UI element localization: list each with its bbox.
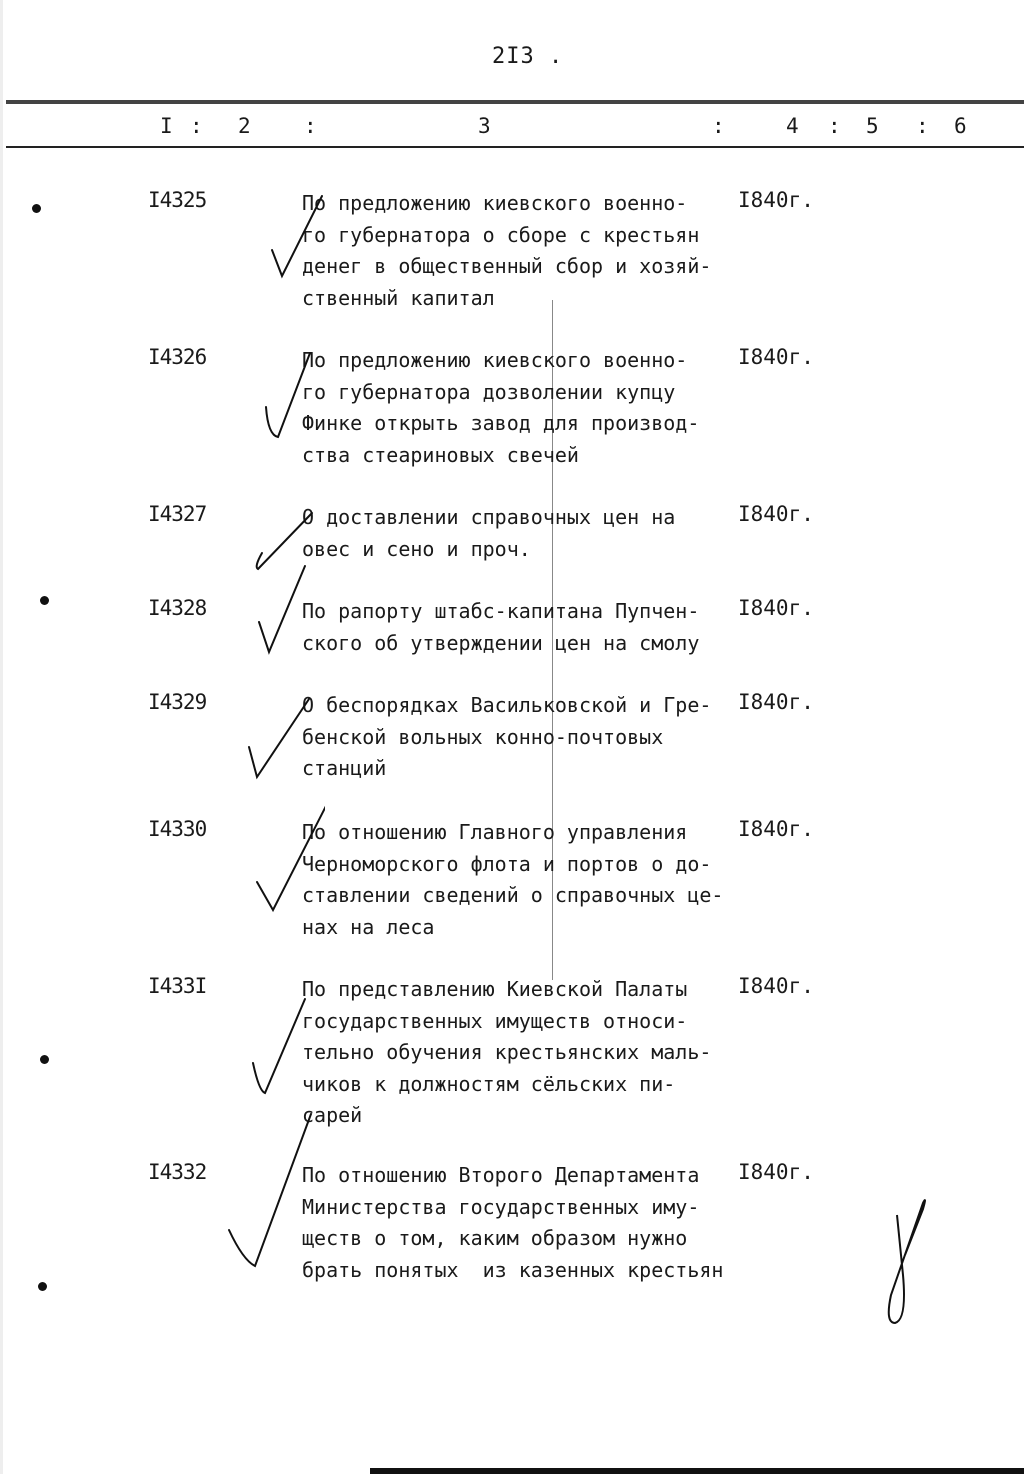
entry-year: I840г.	[738, 596, 814, 620]
entry-year: I840г.	[738, 188, 814, 212]
entry-description	[302, 974, 762, 1132]
desc-line: нах на леса	[302, 914, 435, 939]
column-header: :	[304, 114, 317, 138]
entry-description	[302, 1160, 762, 1286]
entry-year: I840г.	[738, 345, 814, 369]
entry-number: I4329	[148, 690, 207, 714]
desc-line: государственных имуществ относи-	[302, 1008, 688, 1033]
punch-hole-mark	[32, 204, 41, 213]
scan-edge	[0, 0, 3, 1474]
desc-line: По представлению Киевской Палаты	[302, 977, 688, 1001]
desc-line: О доставлении справочных цен на	[302, 505, 676, 529]
column-header: :	[828, 114, 841, 138]
entry-description	[302, 596, 762, 659]
entry-description	[302, 188, 762, 314]
entry-number: I433I	[148, 974, 207, 998]
entry-year: I840г.	[738, 1160, 814, 1184]
checkmark-icon	[255, 800, 325, 915]
entry-year: I840г.	[738, 817, 814, 841]
desc-line: денег в общественный сбор и хозяй-	[302, 254, 712, 278]
desc-line: сарей	[302, 1103, 363, 1127]
desc-line: овес и сено и проч.	[302, 536, 531, 561]
desc-line: ществ о том, каким образом нужно	[302, 1226, 688, 1250]
entry-description	[302, 690, 762, 785]
column-header: 3	[478, 114, 491, 138]
checkmark-icon	[255, 560, 315, 660]
scan-bottom-edge	[370, 1468, 1024, 1474]
header-bottom-rule	[6, 146, 1024, 148]
desc-line: По предложению киевского военно-	[302, 348, 688, 372]
desc-line: ского об утверждении цен на смолу	[302, 630, 700, 655]
entry-number: I4328	[148, 596, 207, 620]
column-header: 5	[866, 114, 879, 138]
desc-line: ственный капитал	[302, 285, 495, 310]
checkmark-icon	[245, 695, 315, 785]
column-header: 2	[238, 114, 251, 138]
entry-description	[302, 817, 762, 943]
column-header: 6	[954, 114, 967, 138]
desc-line: ства стеариновых свечей	[302, 442, 579, 467]
entry-description	[302, 345, 762, 471]
desc-line: чиков к должностям сёльских пи-	[302, 1071, 676, 1096]
entry-number: I4325	[148, 188, 207, 212]
column-header: 4	[786, 114, 799, 138]
desc-line: бенской вольных конно-почтовых	[302, 724, 664, 749]
desc-line: По отношению Второго Департамента	[302, 1163, 700, 1187]
punch-hole-mark	[40, 596, 49, 605]
entry-year: I840г.	[738, 690, 814, 714]
column-header: :	[916, 114, 929, 138]
checkmark-icon	[225, 1110, 315, 1270]
checkmark-icon	[260, 345, 320, 445]
entry-number: I4330	[148, 817, 207, 841]
desc-line: брать понятых из казенных крестьян	[302, 1257, 724, 1282]
signature-icon	[885, 1195, 945, 1330]
desc-line: По рапорту штабс-капитана Пупчен-	[302, 599, 700, 623]
entry-number: I4332	[148, 1160, 207, 1184]
punch-hole-mark	[40, 1055, 49, 1064]
entry-number: I4326	[148, 345, 207, 369]
desc-line: го губернатора о сборе с крестьян	[302, 222, 700, 247]
desc-line: ставлении сведений о справочных це-	[302, 883, 724, 907]
checkmark-icon	[245, 995, 315, 1100]
entry-description	[302, 502, 762, 565]
desc-line: По отношению Главного управления	[302, 820, 688, 844]
checkmark-icon	[268, 188, 328, 288]
desc-line: Финке открыть завод для производ-	[302, 411, 700, 435]
column-header: :	[712, 114, 725, 138]
column-header: :	[190, 114, 203, 138]
desc-line: го губернатора дозволении купцу	[302, 379, 676, 404]
entry-year: I840г.	[738, 502, 814, 526]
entry-year: I840г.	[738, 974, 814, 998]
desc-line: Министерства государственных иму-	[302, 1194, 700, 1219]
desc-line: тельно обучения крестьянских маль-	[302, 1040, 712, 1064]
punch-hole-mark	[38, 1282, 47, 1291]
entry-number: I4327	[148, 502, 207, 526]
desc-line: По предложению киевского военно-	[302, 191, 688, 215]
column-header: I	[160, 114, 173, 138]
page-number: 2I3 .	[492, 44, 564, 69]
desc-line: Черноморского флота и портов о до-	[302, 851, 712, 876]
header-top-rule	[6, 100, 1024, 104]
desc-line: станций	[302, 756, 387, 780]
desc-line: О беспорядках Васильковской и Гре-	[302, 693, 712, 717]
